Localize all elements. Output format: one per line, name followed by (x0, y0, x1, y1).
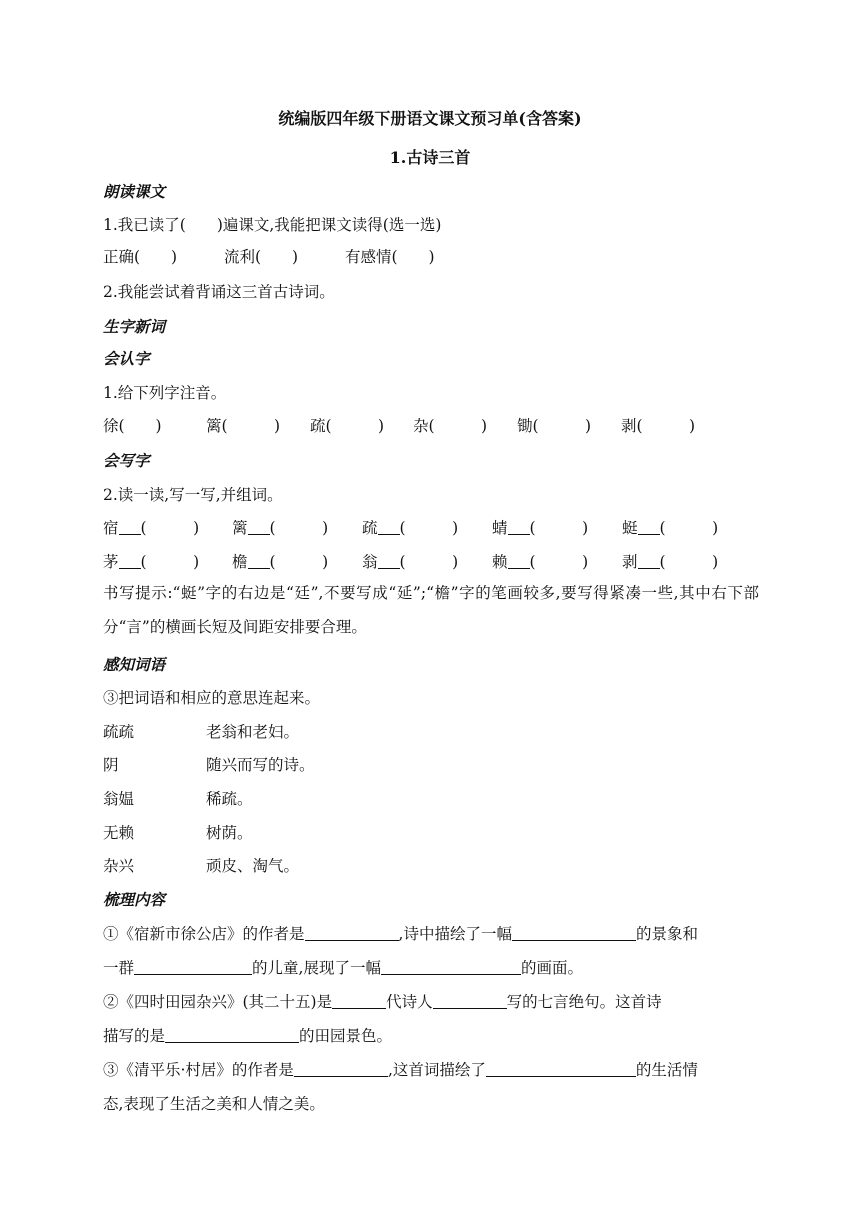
lesson-title: 1.古诗三首 (389, 148, 471, 167)
char: 翁 (362, 553, 378, 571)
write-item (103, 516, 199, 538)
answer-paren: ( ) (659, 553, 719, 571)
section-heading-reading: 朗读课文 (103, 183, 166, 201)
write-blank[interactable] (119, 553, 141, 569)
pinyin-item: 徐( ) (103, 417, 162, 435)
write-blank[interactable] (638, 519, 660, 535)
pinyin-item: 锄( ) (517, 417, 592, 435)
match-instruction: ③把词语和相应的意思连起来。 (103, 689, 321, 707)
subheading-write: 会写字 (103, 452, 150, 470)
char: 檐 (232, 553, 248, 571)
reading-question-1: 1.我已读了( )遍课文,我能把课文读得(选一选) (103, 216, 442, 234)
fill-blank[interactable] (294, 1061, 388, 1077)
content-item-3: ③《清平乐·村居》的作者是 ,这首词描绘了 的生活情 (103, 1061, 698, 1079)
reading-question-2: 2.我能尝试着背诵这三首古诗词。 (103, 283, 335, 301)
write-item (232, 550, 328, 572)
char: 剥 (622, 553, 638, 571)
content-item-2: ②《四时田园杂兴》(其二十五)是 代诗人 写的七言绝句。这首诗 (103, 993, 662, 1011)
answer-paren: ( ) (140, 519, 200, 537)
content-item-3-cont: 态,表现了生活之美和人情之美。 (103, 1095, 325, 1113)
write-item (492, 516, 588, 538)
write-blank[interactable] (248, 519, 270, 535)
answer-paren: ( ) (269, 553, 329, 571)
write-item (622, 516, 718, 538)
write-blank[interactable] (508, 553, 530, 569)
answer-paren: ( ) (529, 519, 589, 537)
option-fluent: 流利( ) (224, 248, 299, 266)
write-blank[interactable] (508, 519, 530, 535)
pinyin-item: 疏( ) (310, 417, 385, 435)
section-heading-content: 梳理内容 (103, 891, 166, 909)
document-title: 统编版四年级下册语文课文预习单(含答案) (278, 109, 582, 128)
write-blank[interactable] (119, 519, 141, 535)
content-item-1: ①《宿新市徐公店》的作者是 ,诗中描绘了一幅 的景象和 (103, 925, 698, 943)
writing-hint: 书写提示:“蜓”字的右边是“廷”,不要写成“延”;“檐”字的笔画较多,要写得紧凑一些,其中右下部分“言”的横画长短及间距安排要合理。 (103, 584, 759, 636)
write-item (362, 516, 458, 538)
match-meaning[interactable]: 顽皮、淘气。 (206, 857, 300, 875)
match-word[interactable]: 疏疏 (103, 723, 135, 741)
write-item (232, 516, 328, 538)
write-question: 2.读一读,写一写,并组词。 (103, 486, 283, 504)
write-blank[interactable] (248, 553, 270, 569)
write-item (103, 550, 199, 572)
write-blank[interactable] (378, 553, 400, 569)
content-item-2-cont: 描写的是 的田园景色。 (103, 1027, 393, 1045)
char: 疏 (362, 519, 378, 537)
match-word[interactable]: 阴 (103, 756, 119, 774)
char: 蜓 (622, 519, 638, 537)
fill-blank[interactable] (165, 1027, 299, 1043)
write-item (492, 550, 588, 572)
answer-paren: ( ) (140, 553, 200, 571)
char: 宿 (103, 519, 119, 537)
char: 茅 (103, 553, 119, 571)
match-meaning[interactable]: 稀疏。 (206, 790, 253, 808)
answer-paren: ( ) (399, 519, 459, 537)
fill-blank[interactable] (305, 925, 399, 941)
answer-paren: ( ) (269, 519, 329, 537)
match-word[interactable]: 杂兴 (103, 857, 135, 875)
fill-blank[interactable] (381, 959, 521, 975)
option-correct: 正确( ) (103, 248, 178, 266)
match-meaning[interactable]: 老翁和老妇。 (206, 723, 300, 741)
option-expressive: 有感情( ) (345, 248, 435, 266)
answer-paren: ( ) (529, 553, 589, 571)
write-item (362, 550, 458, 572)
write-blank[interactable] (638, 553, 660, 569)
pinyin-item: 剥( ) (621, 417, 696, 435)
section-heading-new-words: 生字新词 (103, 318, 166, 336)
fill-blank[interactable] (332, 993, 386, 1009)
pinyin-item: 篱( ) (206, 417, 281, 435)
answer-paren: ( ) (399, 553, 459, 571)
match-word[interactable]: 翁媪 (103, 790, 135, 808)
answer-paren: ( ) (659, 519, 719, 537)
section-heading-vocab: 感知词语 (103, 656, 166, 674)
write-item (622, 550, 718, 572)
char: 赖 (492, 553, 508, 571)
fill-blank[interactable] (512, 925, 636, 941)
match-word[interactable]: 无赖 (103, 824, 135, 842)
fill-blank[interactable] (134, 959, 252, 975)
subheading-recognize: 会认字 (103, 350, 150, 368)
char: 篱 (232, 519, 248, 537)
content-item-1-cont: 一群 的儿童,展现了一幅 的画面。 (103, 959, 583, 977)
match-meaning[interactable]: 随兴而写的诗。 (206, 756, 315, 774)
char: 蜻 (492, 519, 508, 537)
fill-blank[interactable] (486, 1061, 636, 1077)
pinyin-question: 1.给下列字注音。 (103, 384, 227, 402)
pinyin-item: 杂( ) (413, 417, 488, 435)
match-meaning[interactable]: 树荫。 (206, 824, 253, 842)
fill-blank[interactable] (433, 993, 507, 1009)
write-blank[interactable] (378, 519, 400, 535)
